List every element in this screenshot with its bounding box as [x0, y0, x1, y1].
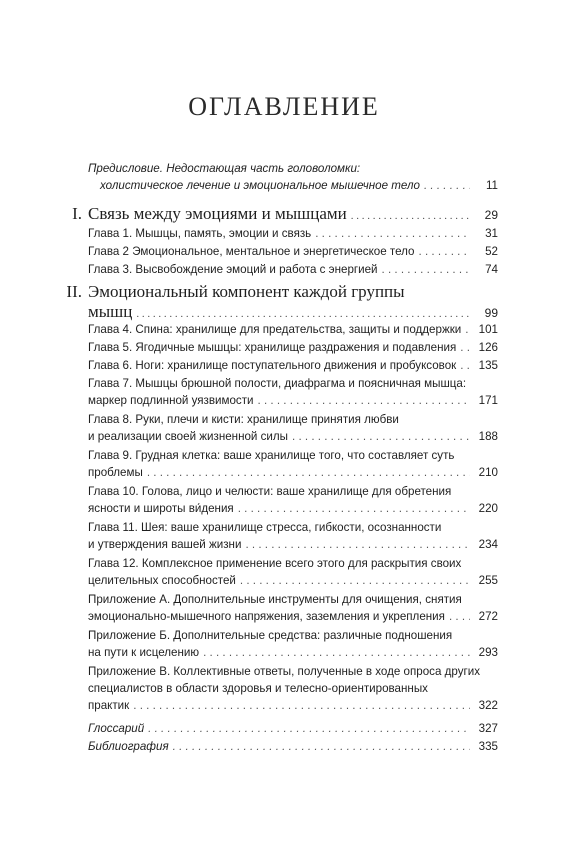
preface-line1: Предисловие. Недостающая часть головоломки: — [88, 162, 361, 175]
page-number: 272 — [478, 610, 498, 623]
leader-dots — [258, 392, 470, 409]
chapter-title-cont: и реализации своей жизненной силы — [88, 430, 288, 443]
part-number: II. — [66, 282, 82, 301]
toc-entry-chapter-6[interactable] — [70, 357, 498, 374]
page-number: 220 — [478, 502, 498, 515]
chapter-title: Глава 9. Грудная клетка: ваше хранилище того, что составляет суть — [88, 449, 455, 462]
part-title-line1: Эмоциональный компонент каждой группы — [88, 282, 405, 301]
chapter-title-cont: и утверждения вашей жизни — [88, 538, 242, 551]
appendix-title-cont: эмоционально-мышечного напряжения, заземления и укрепления — [88, 610, 445, 623]
toc-entry-chapter-11[interactable] — [70, 519, 498, 553]
leader-dots — [203, 644, 470, 661]
chapter-title: Глава 4. Спина: хранилище для предательства, защиты и поддержки — [88, 323, 462, 336]
toc-entry-part-1[interactable] — [70, 204, 498, 226]
chapter-title-cont: целительных способностей — [88, 574, 236, 587]
chapter-title-cont: маркер подлинной уязвимости — [88, 394, 254, 407]
leader-dots — [245, 536, 470, 553]
page-number: 99 — [484, 306, 498, 320]
leader-dots — [238, 500, 470, 517]
page-number: 31 — [485, 227, 498, 240]
page-number: 101 — [478, 323, 498, 336]
toc-entry-chapter-12[interactable] — [70, 555, 498, 589]
chapter-title: Глава 5. Ягодичные мышцы: хранилище раздражения и подавления — [88, 341, 457, 354]
bibliography-title: Библиография — [88, 740, 169, 753]
toc-entry-appendix-v[interactable] — [70, 663, 498, 714]
toc-entry-chapter-3[interactable] — [70, 261, 498, 278]
page-number: 327 — [478, 722, 498, 735]
page-number: 29 — [484, 208, 498, 222]
toc-entry-preface[interactable] — [70, 160, 498, 194]
leader-dots — [382, 261, 470, 278]
chapter-title: Глава 11. Шея: ваше хранилище стресса, гибкости, осознанности — [88, 521, 442, 534]
toc-entry-chapter-1[interactable] — [70, 225, 498, 242]
page-number: 322 — [478, 699, 498, 712]
glossary-title: Глоссарий — [88, 722, 145, 735]
toc-entry-chapter-8[interactable] — [70, 411, 498, 445]
chapter-title: Глава 8. Руки, плечи и кисти: хранилище принятия любви — [88, 413, 399, 426]
appendix-title-cont: практик — [88, 699, 130, 712]
chapter-title: Глава 3. Высвобождение эмоций и работа с энергией — [88, 263, 378, 276]
toc-entry-appendix-a[interactable] — [70, 591, 498, 625]
toc-entry-chapter-10[interactable] — [70, 483, 498, 517]
chapter-title: Глава 1. Мышцы, память, эмоции и связь — [88, 227, 312, 240]
leader-dots — [460, 357, 470, 374]
leader-dots — [292, 428, 470, 445]
leader-dots — [148, 720, 470, 737]
leader-dots — [449, 608, 470, 625]
toc-entry-glossary[interactable] — [70, 720, 498, 737]
leader-dots — [419, 243, 471, 260]
page-number: 52 — [485, 245, 498, 258]
page-number: 293 — [478, 646, 498, 659]
toc-entry-chapter-2[interactable] — [70, 243, 498, 260]
page-title: ОГЛАВЛЕНИЕ — [188, 92, 380, 121]
leader-dots — [147, 464, 470, 481]
page-number: 210 — [478, 466, 498, 479]
appendix-title: Приложение А. Дополнительные инструменты для очищения, снятия — [88, 593, 462, 606]
toc-entry-chapter-9[interactable] — [70, 447, 498, 481]
chapter-title: Глава 7. Мышцы брюшной полости, диафрагма и поясничная мышца: — [88, 377, 467, 390]
leader-dots — [315, 225, 470, 242]
page-number: 234 — [478, 538, 498, 551]
page-number: 135 — [478, 359, 498, 372]
chapter-title: Глава 6. Ноги: хранилище поступательного движения и пробуксовок — [88, 359, 457, 372]
part-number: I. — [72, 204, 82, 223]
page-number: 188 — [478, 430, 498, 443]
page-number: 126 — [478, 341, 498, 354]
chapter-title-cont: проблемы — [88, 466, 143, 479]
chapter-title: Глава 10. Голова, лицо и челюсти: ваше хранилище для обретения — [88, 485, 452, 498]
chapter-title: Глава 2 Эмоциональное, ментальное и энергетическое тело — [88, 245, 415, 258]
toc-entry-chapter-4[interactable] — [70, 321, 498, 338]
chapter-title: Глава 12. Комплексное применение всего этого для раскрытия своих — [88, 557, 462, 570]
toc-entry-bibliography[interactable] — [70, 738, 498, 755]
leader-dots — [133, 697, 470, 714]
preface-line2: холистическое лечение и эмоциональное мышечное тело — [100, 179, 420, 192]
page-number: 255 — [478, 574, 498, 587]
toc-entry-part-2[interactable] — [66, 282, 498, 324]
page-number: 74 — [485, 263, 498, 276]
appendix-title: Приложение Б. Дополнительные средства: различные подношения — [88, 629, 453, 642]
chapter-title-cont: ясности и широты ви́дения — [88, 502, 234, 515]
page-number: 171 — [478, 394, 498, 407]
leader-dots — [460, 339, 470, 356]
part-title: Связь между эмоциями и мышцами — [88, 204, 347, 223]
leader-dots — [465, 321, 470, 338]
leader-dots — [424, 177, 470, 194]
toc-entry-chapter-7[interactable] — [70, 375, 498, 409]
page-number: 11 — [485, 179, 498, 192]
appendix-title-cont: специалистов в области здоровья и телесно-ориентированных — [88, 682, 428, 695]
leader-dots — [240, 572, 470, 589]
toc-entry-chapter-5[interactable] — [70, 339, 498, 356]
leader-dots — [351, 206, 470, 226]
leader-dots — [173, 738, 470, 755]
page-number: 335 — [478, 740, 498, 753]
appendix-title-cont: на пути к исцелению — [88, 646, 200, 659]
appendix-title: Приложение В. Коллективные ответы, полученные в ходе опроса других — [88, 665, 481, 678]
toc-entry-appendix-b[interactable] — [70, 627, 498, 661]
part-title-line2: мышц — [88, 302, 133, 321]
